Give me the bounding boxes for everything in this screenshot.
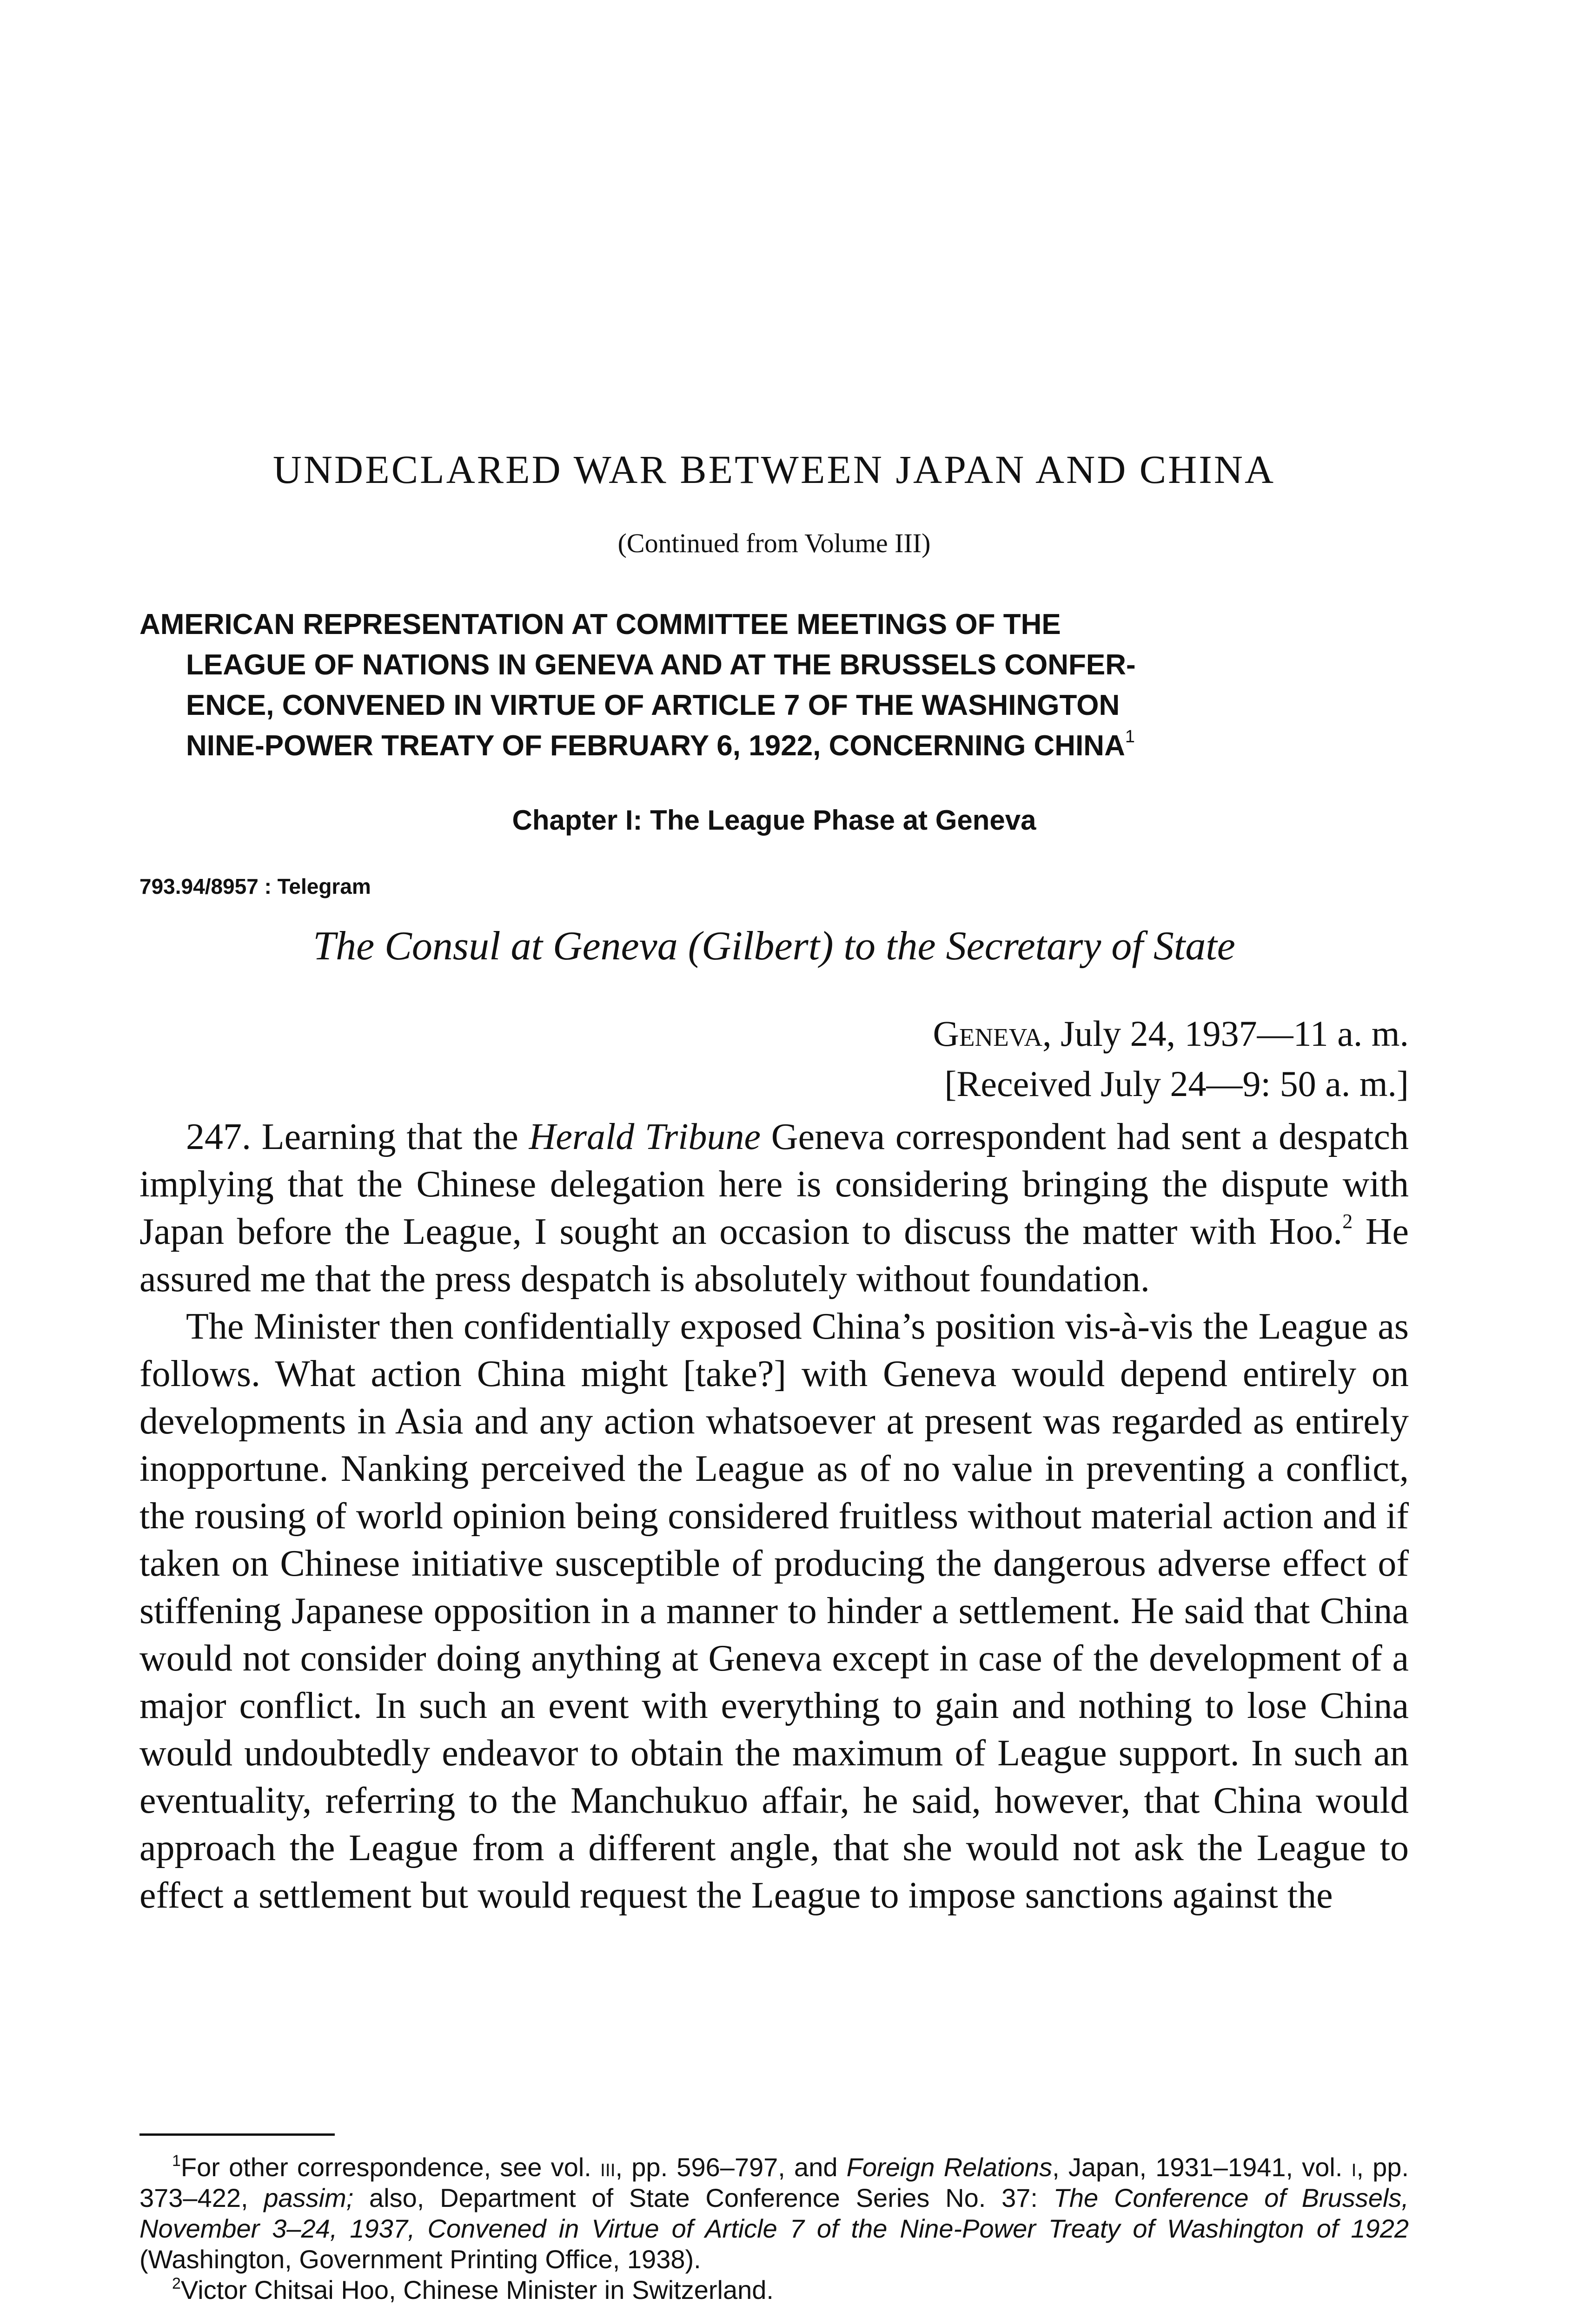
footnote-1-volume-a: iii	[600, 2152, 616, 2182]
footnote-2-marker: 2	[172, 2275, 181, 2292]
paragraph-1-middle: Geneva correspondent had sent a despatch implying that the Chinese delegation here is considering bringing the dispute with Japan before the League, I sought an occasion to discuss the matter with Hoo.	[139, 1116, 1409, 1252]
page-title: UNDECLARED WAR BETWEEN JAPAN AND CHINA	[272, 447, 1276, 492]
footnote-1-italic-a: Foreign Relations	[846, 2152, 1053, 2182]
footnote-1-text-d: , pp. 373–422,	[139, 2152, 1409, 2212]
section-heading-line-3: ENCE, CONVENED IN VIRTUE OF ARTICLE 7 OF THE WASHINGTON	[186, 689, 1120, 721]
footnote-1-text-c: , Japan, 1931–1941, vol.	[1052, 2152, 1352, 2182]
footnote-1-text-f: (Washington, Government Printing Office, 1938).	[139, 2245, 701, 2274]
document-title: The Consul at Geneva (Gilbert) to the Secretary of State	[313, 924, 1235, 969]
dateline-received: [Received July 24—9: 50 a. m.]	[944, 1063, 1409, 1104]
paragraph-1-end: He assured me that the press despatch is absolutely without foundation.	[139, 1211, 1409, 1300]
footnotes	[139, 2152, 1409, 2305]
telegram-body	[139, 1113, 1409, 1919]
dateline-date: , July 24, 1937—11 a. m.	[1042, 1013, 1409, 1054]
section-heading-line-1: AMERICAN REPRESENTATION AT COMMITTEE MEETINGS OF THE	[139, 608, 1061, 640]
footnote-1-italic-b: passim;	[264, 2183, 354, 2212]
section-heading	[139, 604, 1409, 766]
footnote-divider	[139, 2133, 335, 2136]
footnote-2-text: Victor Chitsai Hoo, Chinese Minister in Switzerland.	[180, 2275, 774, 2304]
paragraph-2: The Minister then confidentially exposed China’s position vis-à-vis the League as follows. What action China might [take?] with Geneva would depend entirely on developments in Asia and any action whatsoever at present was regarded as entirely inopportune. Nanking perceived the League as of no value in preventing a conflict, the rousing of world opinion being considered fruitless without material action and if taken on Chinese initiative susceptible of producing the dangerous adverse effect of stiffening Japanese opposition in a manner to hinder a settlement. He said that China would not consider doing anything at Geneva except in case of the development of a major conflict. In such an event with everything to gain and nothing to lose China would undoubtedly endeavor to obtain the maximum of League support. In such an eventuality, referring to the Manchukuo affair, he said, however, that China would approach the League from a different angle, that she would not ask the League to effect a settlement but would request the League to impose sanctions against the	[139, 1306, 1409, 1916]
chapter-heading: Chapter I: The League Phase at Geneva	[512, 805, 1036, 836]
footnote-1-marker: 1	[172, 2152, 181, 2170]
footnote-1-text-a: For other correspondence, see vol.	[180, 2152, 601, 2182]
footnote-1-text-b: , pp. 596–797, and	[615, 2152, 847, 2182]
dateline-place: Geneva	[933, 1013, 1043, 1054]
paragraph-1	[139, 1113, 1409, 1303]
footnote-1	[139, 2152, 1409, 2275]
paragraph-1-start: 247. Learning that the	[186, 1116, 529, 1157]
file-number: 793.94/8957 : Telegram	[139, 874, 371, 898]
dateline-place-date	[933, 1009, 1409, 1059]
dateline	[933, 1009, 1409, 1109]
section-heading-line-4	[139, 726, 1409, 766]
footnote-ref-1: 1	[1125, 727, 1135, 746]
newspaper-name: Herald Tribune	[529, 1116, 761, 1157]
footnote-1-italic-c: The Conference of Brussels, November 3–24, 1937, Convened in Virtue of Article 7 of the Nine-Power Treaty of Washington of 1922	[139, 2183, 1409, 2243]
section-heading-line-2: LEAGUE OF NATIONS IN GENEVA AND AT THE BRUSSELS CONFER-	[186, 649, 1136, 681]
section-heading-line-4-text: NINE-POWER TREATY OF FEBRUARY 6, 1922, CONCERNING CHINA	[186, 730, 1125, 762]
footnote-1-volume-b: i	[1351, 2152, 1357, 2182]
footnote-2	[139, 2275, 1409, 2305]
footnote-ref-2: 2	[1342, 1210, 1353, 1233]
continued-note: (Continued from Volume III)	[617, 528, 931, 558]
footnote-1-text-e: also, Department of State Conference Series No. 37:	[353, 2183, 1054, 2212]
